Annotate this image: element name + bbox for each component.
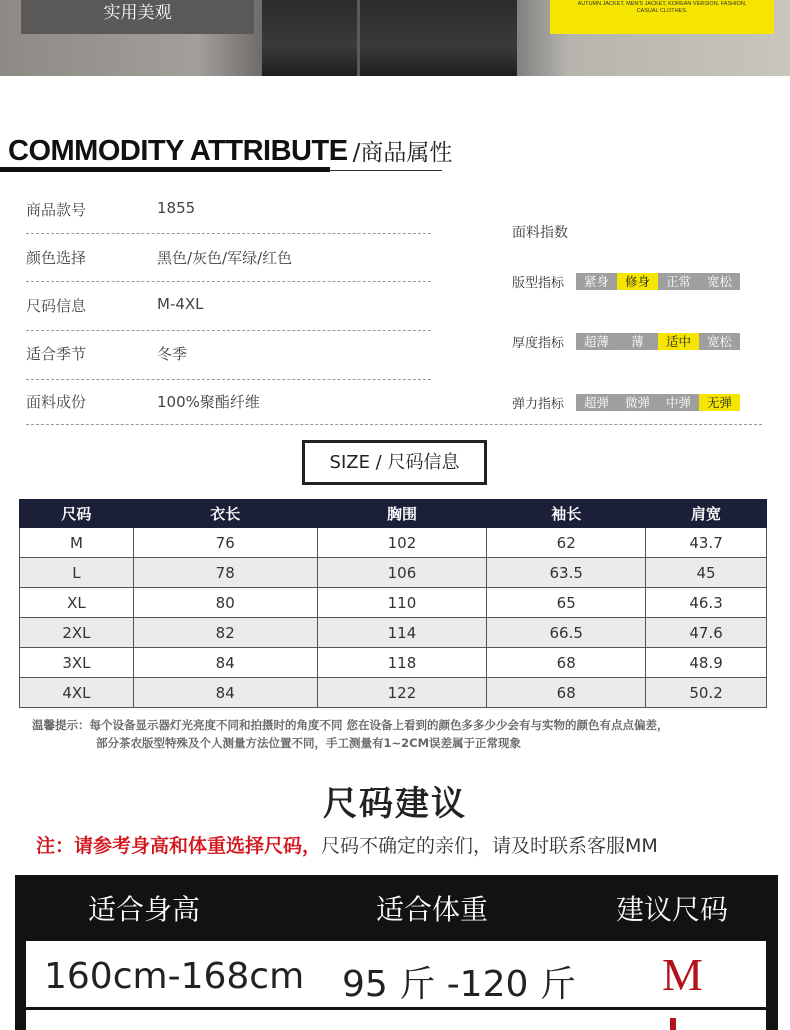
table-cell: 78 [133, 558, 317, 588]
attribute-row [26, 343, 431, 391]
suggestion-height: 160cm-168cm [44, 956, 305, 997]
attribute-key: 适合季节 [26, 345, 87, 363]
table-cell: 50.2 [646, 678, 767, 708]
table-cell: 102 [317, 528, 487, 558]
table-cell: 45 [646, 558, 767, 588]
suggestion-row-next [26, 1010, 766, 1030]
jeans-photo [262, 0, 517, 76]
index-option: 无弹 [699, 394, 740, 411]
table-cell: 47.6 [646, 618, 767, 648]
attribute-value: 冬季 [157, 345, 188, 363]
table-cell: 48.9 [646, 648, 767, 678]
row-divider [26, 379, 431, 380]
table-cell: 122 [317, 678, 487, 708]
index-scale [576, 394, 740, 411]
index-option: 适中 [658, 333, 699, 350]
note-line-1: 温馨提示：每个设备显示器灯光亮度不同和拍摄时的角度不同 您在设备上看到的颜色多多少少会有与实物的颜色有点点偏差， [32, 718, 669, 732]
attribute-key: 面料成份 [26, 393, 87, 411]
row-divider [26, 233, 431, 234]
table-cell: 84 [133, 678, 317, 708]
attribute-row [26, 247, 431, 295]
table-cell: 65 [487, 588, 646, 618]
index-option: 微弹 [617, 394, 658, 411]
index-option: 紧身 [576, 273, 617, 290]
table-row [20, 558, 767, 588]
banner-tagline [550, 0, 774, 34]
suggestion-note-text: 尺码不确定的亲们，请及时联系客服MM [321, 835, 658, 857]
banner-tagline-line-2: CASUAL CLOTHES. [636, 8, 688, 14]
table-cell: XL [20, 588, 134, 618]
index-option: 修身 [617, 273, 658, 290]
index-scale [576, 333, 740, 350]
header-cell: 袖长 [487, 500, 646, 528]
attribute-value: M-4XL [157, 295, 204, 313]
table-cell: 66.5 [487, 618, 646, 648]
section-divider [26, 424, 762, 425]
attribute-heading [8, 134, 452, 168]
header-cell: 肩宽 [646, 500, 767, 528]
size-table-header [20, 500, 767, 528]
attribute-key: 尺码信息 [26, 297, 87, 315]
attribute-row [26, 391, 431, 439]
header-cell: 胸围 [317, 500, 487, 528]
table-cell: 106 [317, 558, 487, 588]
table-cell: 68 [487, 648, 646, 678]
fabric-index-title: 面料指数 [512, 225, 568, 241]
table-row [20, 618, 767, 648]
table-row [20, 588, 767, 618]
table-cell: 76 [133, 528, 317, 558]
top-banner-image [0, 0, 790, 76]
header-cell: 衣长 [133, 500, 317, 528]
index-label: 版型指标 [512, 276, 565, 291]
index-option: 超弹 [576, 394, 617, 411]
index-label: 弹力指标 [512, 397, 565, 412]
banner-tagline-line-1: AUTUMN JACKET, MEN'S JACKET, KOREAN VERSION, FASHION, [577, 1, 747, 7]
size-section-title: SIZE / 尺码信息 [302, 440, 487, 485]
row-divider [26, 281, 431, 282]
suggestion-weight: 95 斤 -120 斤 [342, 964, 576, 1005]
table-cell: 2XL [20, 618, 134, 648]
table-cell: L [20, 558, 134, 588]
suggestion-size-next-partial [670, 1018, 676, 1030]
table-row [20, 528, 767, 558]
table-cell: 62 [487, 528, 646, 558]
heading-rule-thick [0, 167, 330, 172]
index-option: 正常 [658, 273, 699, 290]
attribute-row [26, 199, 431, 247]
table-row [20, 648, 767, 678]
attribute-value: 1855 [157, 199, 196, 217]
index-option: 薄 [617, 333, 658, 350]
table-cell: 82 [133, 618, 317, 648]
suggestion-note-highlight: 注：请参考身高和体重选择尺码， [36, 835, 322, 857]
index-scale [576, 273, 740, 290]
table-cell: 63.5 [487, 558, 646, 588]
table-cell: 46.3 [646, 588, 767, 618]
header-cell: 尺码 [20, 500, 134, 528]
size-table [19, 499, 767, 708]
index-option: 超薄 [576, 333, 617, 350]
row-divider [26, 330, 431, 331]
suggestion-header-weight: 适合体重 [376, 893, 489, 926]
table-cell: 43.7 [646, 528, 767, 558]
suggestion-note [36, 831, 658, 858]
attribute-row [26, 295, 431, 343]
attribute-key: 商品款号 [26, 201, 87, 219]
index-option: 宽松 [699, 273, 740, 290]
table-cell: 110 [317, 588, 487, 618]
table-cell: 80 [133, 588, 317, 618]
suggestion-header-size: 建议尺码 [616, 893, 729, 926]
measurement-note [32, 716, 669, 752]
attribute-value: 100%聚酯纤维 [157, 393, 260, 411]
table-cell: 3XL [20, 648, 134, 678]
index-label: 厚度指标 [512, 336, 565, 351]
attribute-heading-cn: /商品属性 [352, 140, 453, 166]
suggestion-header-height: 适合身高 [88, 893, 201, 926]
table-cell: 84 [133, 648, 317, 678]
table-cell: 118 [317, 648, 487, 678]
attribute-value: 黑色/灰色/军绿/红色 [157, 249, 293, 267]
table-cell: 114 [317, 618, 487, 648]
table-row [20, 678, 767, 708]
note-line-2: 部分茶农版型特殊及个人测量方法位置不同，手工测量有1~2CM误差属于正常现象 [96, 736, 522, 750]
suggestion-title: 尺码建议 [323, 784, 467, 824]
attribute-heading-en: COMMODITY ATTRIBUTE [8, 135, 348, 167]
index-option: 中弹 [658, 394, 699, 411]
suggestion-size: M [662, 949, 703, 1000]
table-cell: M [20, 528, 134, 558]
attribute-key: 颜色选择 [26, 249, 87, 267]
banner-label: 实用美观 [21, 0, 254, 34]
table-cell: 68 [487, 678, 646, 708]
index-option: 宽松 [699, 333, 740, 350]
table-cell: 4XL [20, 678, 134, 708]
